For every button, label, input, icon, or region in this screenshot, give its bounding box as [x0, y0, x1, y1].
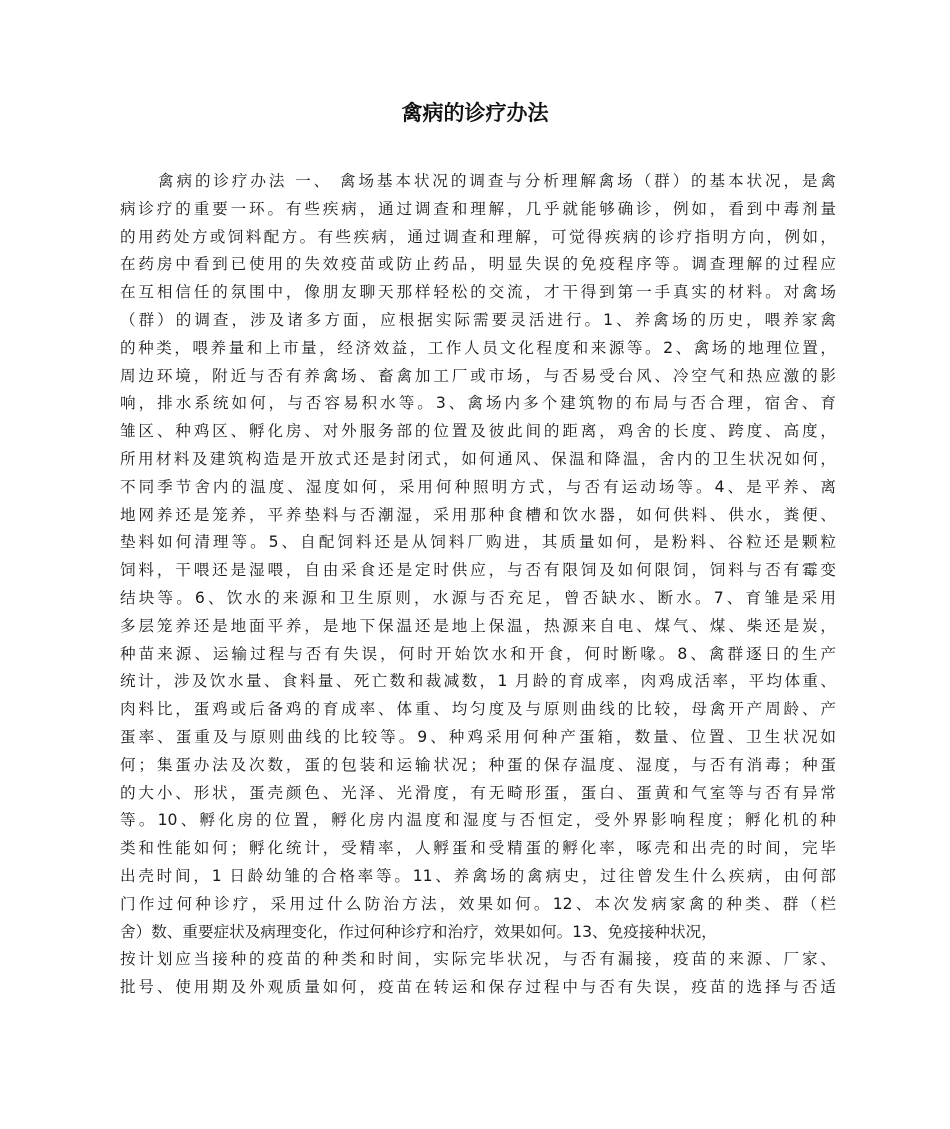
- text-line: 类和性能如何；孵化统计，受精率，人孵蛋和受精蛋的孵化率，啄壳和出壳的时间，完毕: [120, 839, 836, 858]
- text-line: 不同季节舍内的温度、湿度如何，采用何种照明方式，与否有运动场等。4、是平养、离: [120, 477, 836, 496]
- text-line: 的大小、形状，蛋壳颜色、光泽、光滑度，有无畸形蛋，蛋白、蛋黄和气室等与否有异常: [120, 783, 836, 802]
- text-line: 地网养还是笼养，平养垫料与否潮湿，采用那种食槽和饮水器，如何供料、供水，粪便、: [120, 505, 836, 524]
- text-line: 病诊疗的重要一环。有些疾病，通过调查和理解，几乎就能够确诊，例如，看到中毒剂量: [120, 199, 836, 218]
- text-line: 周边环境，附近与否有养禽场、畜禽加工厂或市场，与否易受台风、冷空气和热应激的影: [120, 366, 836, 385]
- text-line: 雏区、种鸡区、孵化房、对外服务部的位置及彼此间的距离，鸡舍的长度、跨度、高度，: [120, 422, 836, 441]
- text-line: 出壳时间，1 日龄幼雏的合格率等。11、养禽场的禽病史，过往曾发生什么疾病，由何部: [120, 866, 836, 885]
- text-line: 批号、使用期及外观质量如何，疫苗在转运和保存过程中与否有失误，疫苗的选择与否适: [120, 978, 836, 997]
- text-line: 在互相信任的氛围中，像朋友聊天那样轻松的交流，才干得到第一手真实的材料。对禽场: [120, 283, 836, 302]
- text-line: 按计划应当接种的疫苗的种类和时间，实际完毕状况，与否有漏接，疫苗的来源、厂家、: [120, 950, 836, 969]
- text-line: 禽病的诊疗办法 一、 禽场基本状况的调查与分析理解禽场（群）的基本状况，是禽: [158, 172, 836, 190]
- text-line: 肉料比，蛋鸡或后备鸡的育成率、体重、均匀度及与原则曲线的比较，母禽开产周龄、产: [120, 700, 836, 719]
- text-line: 结块等。6、饮水的来源和卫生原则，水源与否充足，曾否缺水、断水。7、育雏是采用: [120, 588, 836, 607]
- text-line: 垫料如何清理等。5、自配饲料还是从饲料厂购进，其质量如何，是粉料、谷粒还是颗粒: [120, 533, 836, 552]
- text-line: 饲料，干喂还是湿喂，自由采食还是定时供应，与否有限饲及如何限饲，饲料与否有霉变: [120, 561, 836, 580]
- text-line: 蛋率、蛋重及与原则曲线的比较等。9、种鸡采用何种产蛋箱，数量、位置、卫生状况如: [120, 727, 836, 746]
- text-line: 的种类，喂养量和上市量，经济效益，工作人员文化程度和来源等。2、禽场的地理位置，: [120, 338, 836, 357]
- text-line: 等。10、孵化房的位置，孵化房内温度和湿度与否恒定，受外界影响程度；孵化机的种: [120, 811, 836, 830]
- text-line: （群）的调查，涉及诸多方面，应根据实际需要灵活进行。1、养禽场的历史，喂养家禽: [120, 310, 836, 329]
- text-line: 的用药处方或饲料配方。有些疾病，通过调查和理解，可觉得疾病的诊疗指明方向，例如，: [120, 227, 836, 246]
- text-line: 何；集蛋办法及次数，蛋的包装和运输状况；种蛋的保存温度、湿度，与否有消毒；种蛋: [120, 755, 836, 774]
- text-line: 在药房中看到已使用的失效疫苗或防止药品，明显失误的免疫程序等。调查理解的过程应: [120, 255, 836, 274]
- text-line: 门作过何种诊疗，采用过什么防治方法，效果如何。12、本次发病家禽的种类、群（栏: [120, 894, 836, 913]
- text-line: 所用材料及建筑构造是开放式还是封闭式，如何通风、保温和降温，舍内的卫生状况如何，: [120, 449, 836, 468]
- page-title: 禽病的诊疗办法: [401, 101, 549, 125]
- text-line: 种苗来源、运输过程与否有失误，何时开始饮水和开食，何时断喙。8、禽群逐日的生产: [120, 644, 836, 663]
- text-line: 舍）数、重要症状及病理变化，作过何种诊疗和治疗，效果如何。13、免疫接种状况，: [120, 922, 717, 941]
- text-line: 统计，涉及饮水量、食料量、死亡数和裁减数，1 月龄的育成率，肉鸡成活率，平均体重、: [120, 672, 836, 691]
- body-text: [120, 168, 836, 1002]
- text-line: 响，排水系统如何，与否容易积水等。3、禽场内多个建筑物的布局与否合理，宿舍、育: [120, 394, 836, 413]
- text-line: 多层笼养还是地面平养，是地下保温还是地上保温，热源来自电、煤气、煤、柴还是炭，: [120, 616, 836, 635]
